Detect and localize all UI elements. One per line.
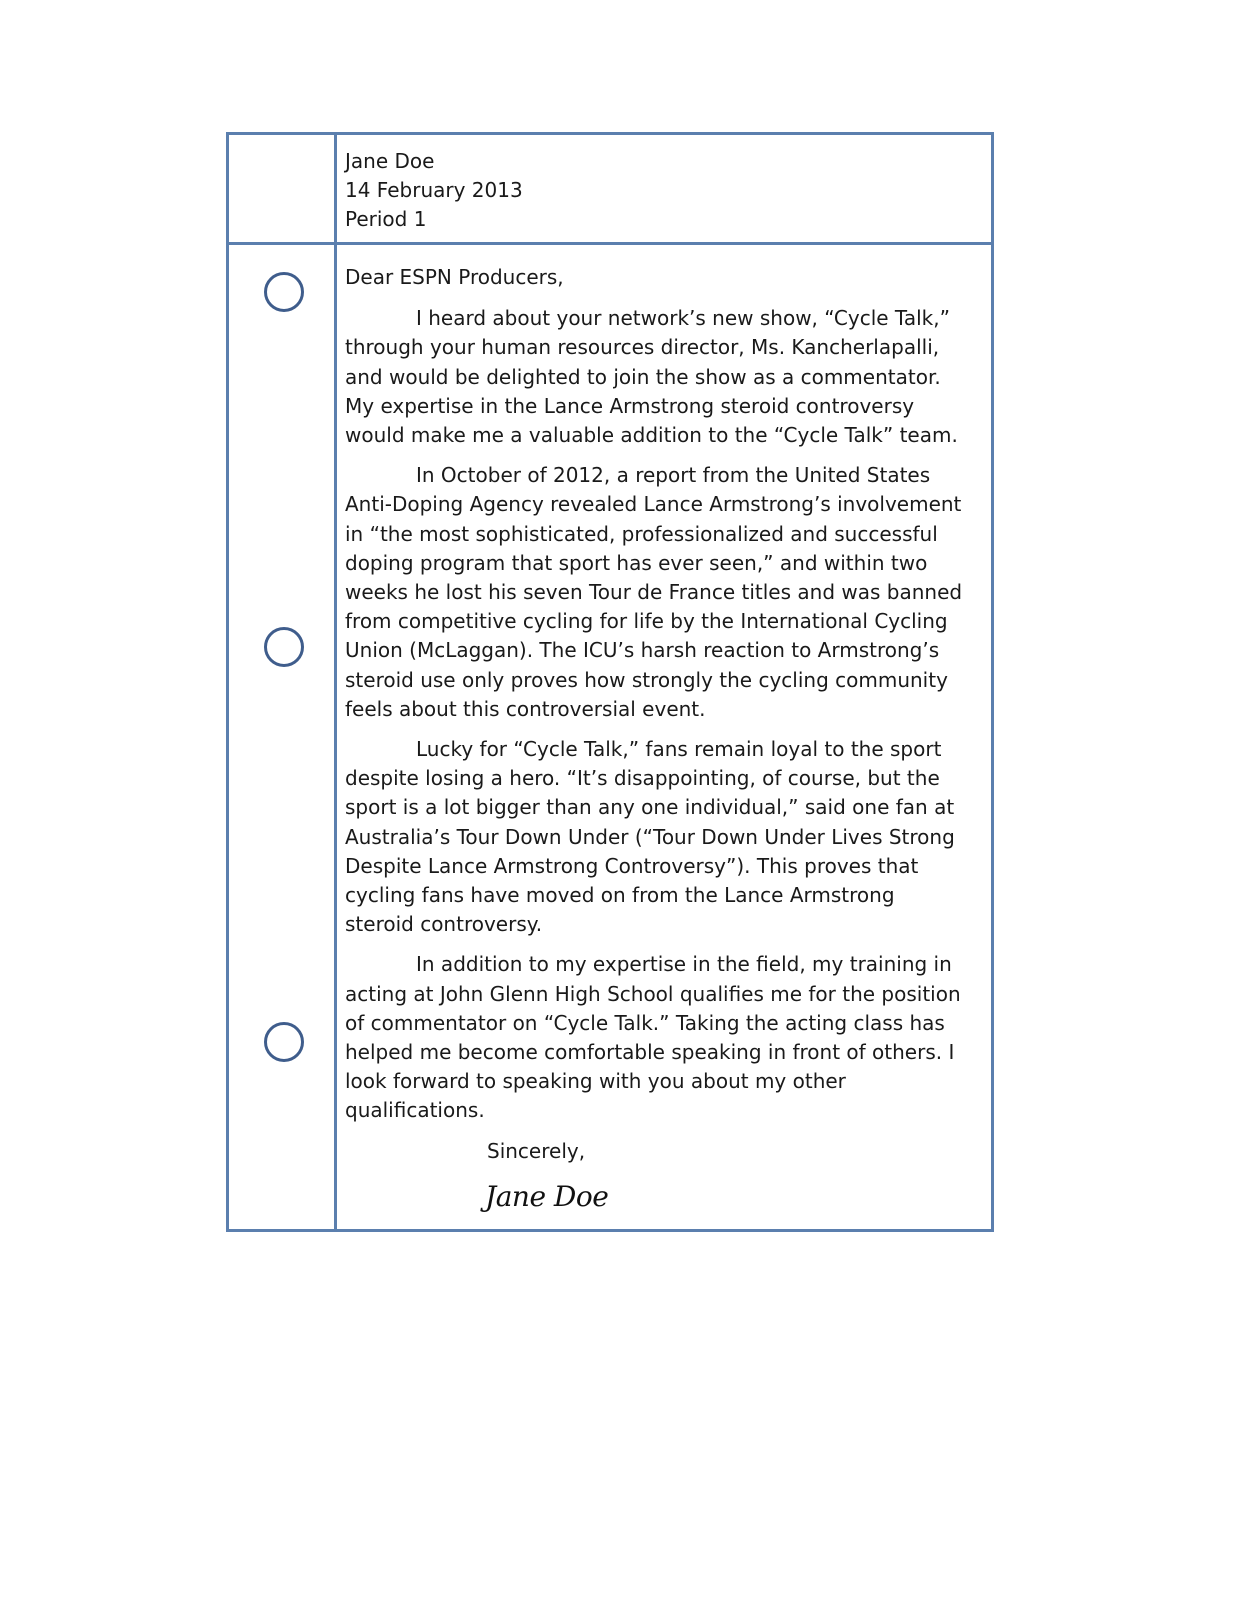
salutation: Dear ESPN Producers, (345, 265, 564, 289)
binder-hole-icon (264, 1022, 304, 1062)
paragraph-background: In October of 2012, a report from the United States Anti-Doping Agency revealed Lance Armstrong’s involvement in “the most sophisticated, professionalized and successful doping program that sport has ever seen,” and within two weeks he lost his seven Tour de France titles and was banned from competitive cycling for life by the International Cycling Union (McLaggan). The ICU’s harsh reaction to Armstrong’s steroid use only proves how strongly the cycling community feels about this controversial event. (345, 463, 963, 721)
closing: Sincerely, (487, 1138, 586, 1163)
notebook-page (226, 132, 994, 1232)
margin-line (334, 135, 337, 1229)
student-name: Jane Doe (345, 149, 435, 173)
binder-hole-icon (264, 627, 304, 667)
binder-hole-icon (264, 272, 304, 312)
paragraph-intro: I heard about your network’s new show, “Cycle Talk,” through your human resources director, Ms. Kancherlapalli, and would be delighted to join the show as a commentator. My expertise in the Lance Armstrong steroid controversy would make me a valuable addition to the “Cycle Talk” team. (345, 306, 958, 448)
signature: Jane Doe (485, 1179, 609, 1213)
letter-date: 14 February 2013 (345, 178, 523, 202)
paragraph-fans: Lucky for “Cycle Talk,” fans remain loyal to the sport despite losing a hero. “It’s disappointing, of course, but the sport is a lot bigger than any one individual,” said one fan at Australia’s Tour Down Under (“Tour Down Under Lives Strong Despite Lance Armstrong Controversy”). This proves that cycling fans have moved on from the Lance Armstrong steroid controversy. (345, 737, 955, 937)
class-period: Period 1 (345, 207, 427, 231)
letter-body (345, 263, 965, 1214)
header-divider (229, 242, 991, 245)
paragraph-qualifications: In addition to my expertise in the field, my training in acting at John Glenn High School qualifies me for the position of commentator on “Cycle Talk.” Taking the acting class has helped me become comfortable speaking in front of others. I look forward to speaking with you about my other qualifications. (345, 952, 961, 1123)
heading-block (345, 147, 523, 234)
